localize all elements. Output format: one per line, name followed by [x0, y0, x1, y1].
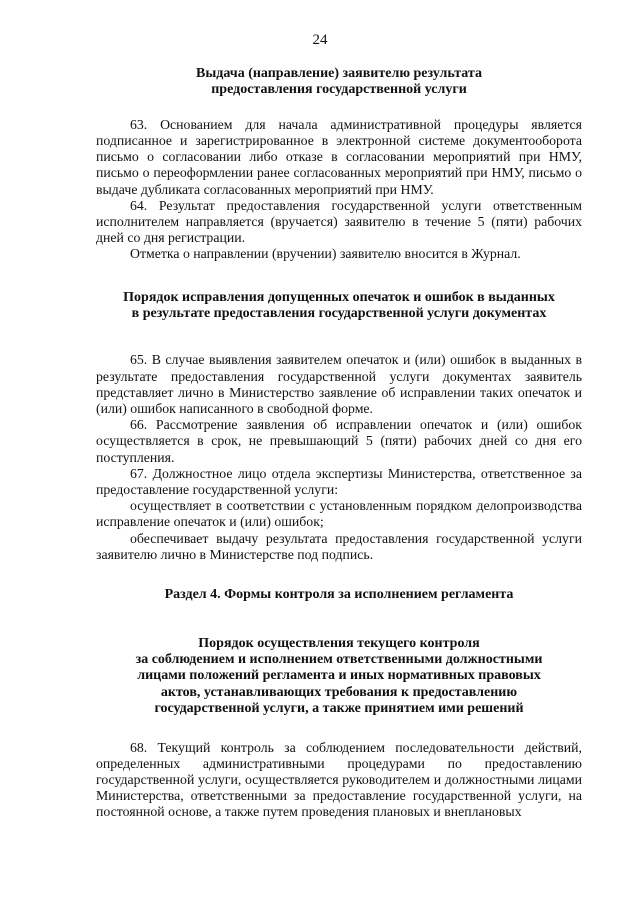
paragraph-64: 64. Результат предоставления государственной услуги ответственным исполнителем направляется (вручается) заявителю в течение 5 (пяти) рабочих дней со дня регистрации. — [96, 197, 582, 246]
heading-line: лицами положений регламента и иных нормативных правовых — [137, 668, 541, 684]
paragraph-65: 65. В случае выявления заявителем опечаток и (или) ошибок в выданных в результате предоставления государственной услуги документах заявитель представляет лично в Министерство заявление об исправлении таких опечаток и (или) ошибок написанного в свободной форме. — [96, 352, 582, 417]
page-number: 24 — [312, 32, 328, 48]
paragraph-64-note: Отметка о направлении (вручении) заявителю вносится в Журнал. — [130, 246, 521, 262]
heading-line: Выдача (направление) заявителю результата — [196, 66, 482, 81]
heading-section-4: Раздел 4. Формы контроля за исполнением регламента — [164, 587, 514, 603]
paragraph-67-item-a: осуществляет в соответствии с установленным порядком делопроизводства исправление опечаток и (или) ошибок; — [96, 498, 582, 530]
heading-line: предоставления государственной услуги — [211, 82, 467, 98]
paragraph-63: 63. Основанием для начала административной процедуры является подписанное и зарегистрированное в электронной системе документооборота письмо о согласовании либо отказе в согласовании мероприятий при НМУ, письмо о переоформлении ранее согласованных мероприятий при НМУ, письмо о выдаче дубликата согласованных мероприятий при НМУ. — [96, 116, 582, 197]
heading-line: актов, устанавливающих требования к предоставлению — [160, 684, 518, 700]
heading-current-control — [96, 636, 582, 718]
paragraph-68: 68. Текущий контроль за соблюдением последовательности действий, определенных административными процедурами по предоставлению государственной услуги, осуществляется руководителем и должностными лицами Министерства, ответственными за предоставление государственной услуги, на постоянной основе, а также путем проведения плановых и внеплановых — [96, 739, 582, 820]
page-content — [96, 66, 582, 821]
heading-line: Порядок исправления допущенных опечаток и ошибок в выданных — [123, 289, 555, 305]
paragraph-66: 66. Рассмотрение заявления об исправлении опечаток и (или) ошибок осуществляется в срок, не превышающий 5 (пяти) рабочих дней со дня его поступления. — [96, 417, 582, 465]
heading-line: Порядок осуществления текущего контроля — [198, 635, 480, 651]
heading-line: за соблюдением и исполнением ответственными должностными — [135, 651, 543, 667]
paragraph-67-item-b: обеспечивает выдачу результата предоставления государственной услуги заявителю лично в Министерстве под подпись. — [96, 530, 582, 562]
paragraph-67: 67. Должностное лицо отдела экспертизы Министерства, ответственное за предоставление государственной услуги: — [96, 465, 582, 498]
heading-result-issuance — [96, 66, 582, 99]
heading-error-correction — [96, 290, 582, 323]
heading-line: в результате предоставления государственной услуги документах — [131, 306, 547, 322]
heading-line: государственной услуги, а также принятием ими решений — [154, 701, 524, 717]
